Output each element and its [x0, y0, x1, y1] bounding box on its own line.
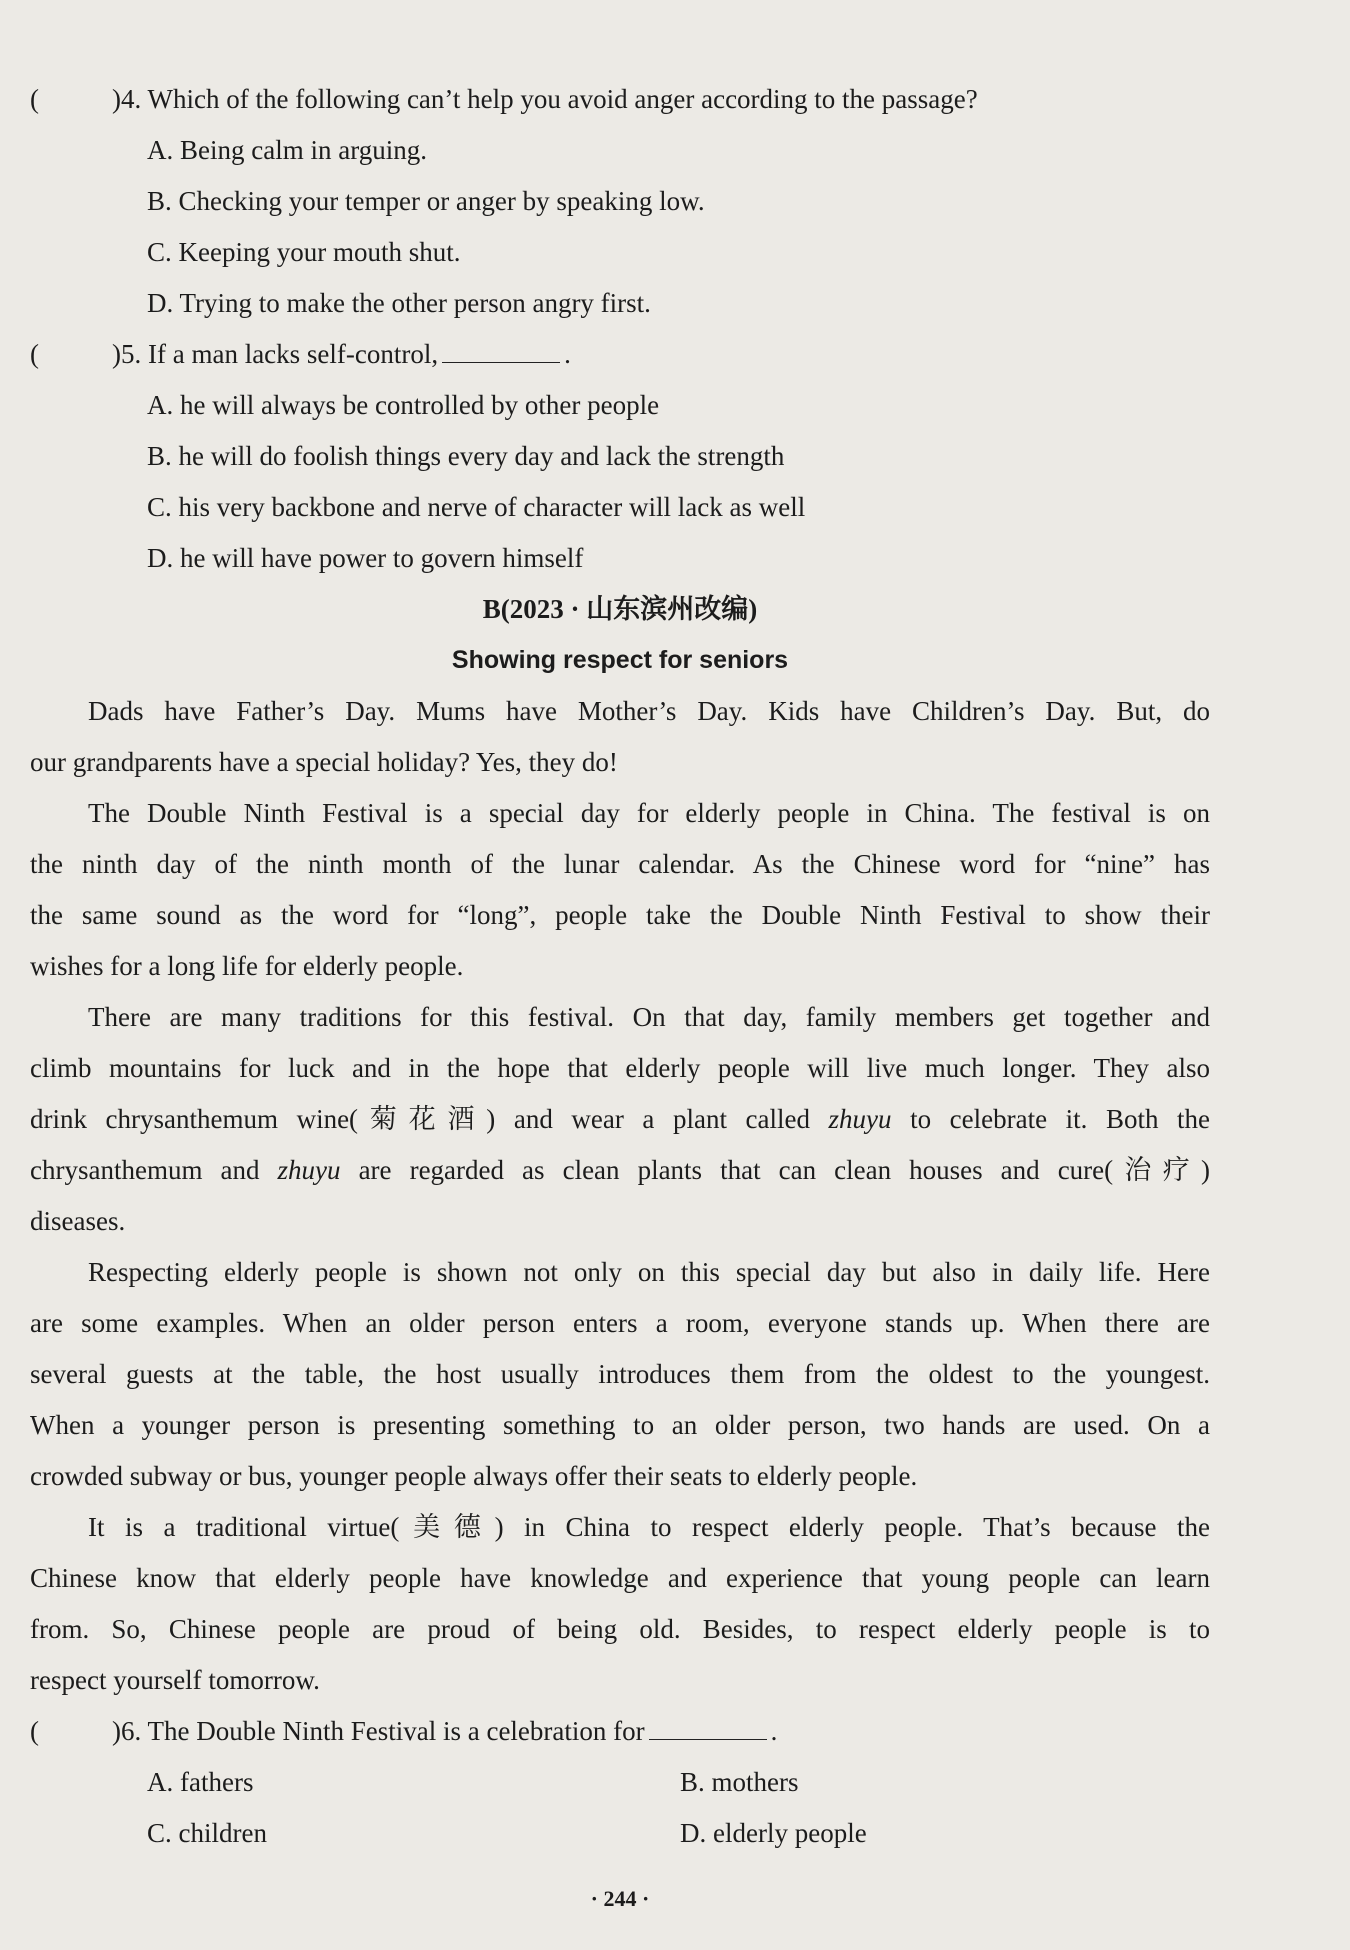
zhuyu-term: zhuyu	[277, 1155, 341, 1185]
q6-option-b: B. mothers	[680, 1767, 799, 1797]
p4-line-5: crowded subway or bus, younger people always offer their seats to elderly people.	[30, 1461, 918, 1491]
p3-line-2: climb mountains for luck and in the hope that elderly people will live much longer. They also	[30, 1053, 1210, 1083]
q5-option-b: B. he will do foolish things every day and lack the strength	[147, 441, 785, 471]
q5-option-c: C. his very backbone and nerve of character will lack as well	[147, 492, 806, 522]
answer-blank[interactable]	[442, 338, 560, 363]
q5-option-d: D. he will have power to govern himself	[147, 543, 584, 573]
q6-option-c: C. children	[147, 1818, 267, 1848]
p4-line-3: several guests at the table, the host usually introduces them from the oldest to the youngest.	[30, 1359, 1210, 1389]
q5-option-a: A. he will always be controlled by other people	[147, 390, 660, 420]
q4-option-b: B. Checking your temper or anger by speaking low.	[147, 186, 705, 216]
q6-option-a: A. fathers	[147, 1767, 254, 1797]
question-stem: )6. The Double Ninth Festival is a celebration for	[112, 1716, 645, 1746]
q6-option-d: D. elderly people	[680, 1818, 867, 1848]
answer-bracket[interactable]: (	[30, 84, 39, 114]
passage-title: Showing respect for seniors	[451, 646, 789, 674]
p3-line-3-text-b: to celebrate it. Both the	[910, 1104, 1211, 1134]
p1-line-1: Dads have Father’s Day. Mums have Mother’s Day. Kids have Children’s Day. But, do	[88, 696, 1210, 726]
p5-line-3: from. So, Chinese people are proud of being old. Besides, to respect elderly people is to	[30, 1614, 1210, 1644]
p5-line-2: Chinese know that elderly people have knowledge and experience that young people can learn	[30, 1563, 1210, 1593]
p2-line-1: The Double Ninth Festival is a special day for elderly people in China. The festival is on	[88, 798, 1210, 828]
q4-option-a: A. Being calm in arguing.	[147, 135, 427, 165]
p5-line-4: respect yourself tomorrow.	[30, 1665, 320, 1695]
p3-line-4	[30, 1153, 1210, 1187]
p4-line-4: When a younger person is presenting something to an older person, two hands are used. On a	[30, 1410, 1210, 1440]
q4-option-c: C. Keeping your mouth shut.	[147, 237, 461, 267]
stem-end: .	[564, 339, 571, 369]
answer-bracket[interactable]: (	[30, 339, 39, 369]
question-6	[30, 1714, 777, 1748]
question-stem: )4. Which of the following can’t help you avoid anger according to the passage?	[112, 84, 978, 114]
p3-line-3-text-a: drink chrysanthemum wine(菊花酒) and wear a plant called	[30, 1104, 810, 1134]
stem-end: .	[770, 1716, 778, 1746]
p3-line-4-text-b: are regarded as clean plants that can clean houses and cure(治疗)	[358, 1155, 1210, 1185]
p2-line-2: the ninth day of the ninth month of the lunar calendar. As the Chinese word for “nine” has	[30, 849, 1210, 879]
section-source: B(2023 · 山东滨州改编)	[482, 594, 758, 624]
p4-line-2: are some examples. When an older person enters a room, everyone stands up. When there are	[30, 1308, 1210, 1338]
answer-bracket[interactable]: (	[30, 1716, 39, 1746]
p2-line-4: wishes for a long life for elderly people.	[30, 951, 464, 981]
p2-line-3: the same sound as the word for “long”, people take the Double Ninth Festival to show their	[30, 900, 1210, 930]
p3-line-1: There are many traditions for this festival. On that day, family members get together and	[88, 1002, 1210, 1032]
p3-line-3	[30, 1102, 1210, 1136]
p3-line-4-text-a: chrysanthemum and	[30, 1155, 260, 1185]
p4-line-1: Respecting elderly people is shown not only on this special day but also in daily life. Here	[88, 1257, 1210, 1287]
answer-blank[interactable]	[649, 1715, 767, 1740]
zhuyu-term: zhuyu	[828, 1104, 892, 1134]
p5-line-1: It is a traditional virtue(美德) in China to respect elderly people. That’s because the	[88, 1512, 1210, 1542]
p1-line-2: our grandparents have a special holiday? Yes, they do!	[30, 747, 618, 777]
question-5	[30, 337, 571, 371]
page-number: · 244 ·	[590, 1886, 650, 1911]
p3-line-5: diseases.	[30, 1206, 126, 1236]
question-4	[30, 82, 978, 116]
q4-option-d: D. Trying to make the other person angry first.	[147, 288, 651, 318]
question-stem: )5. If a man lacks self-control,	[112, 339, 439, 369]
